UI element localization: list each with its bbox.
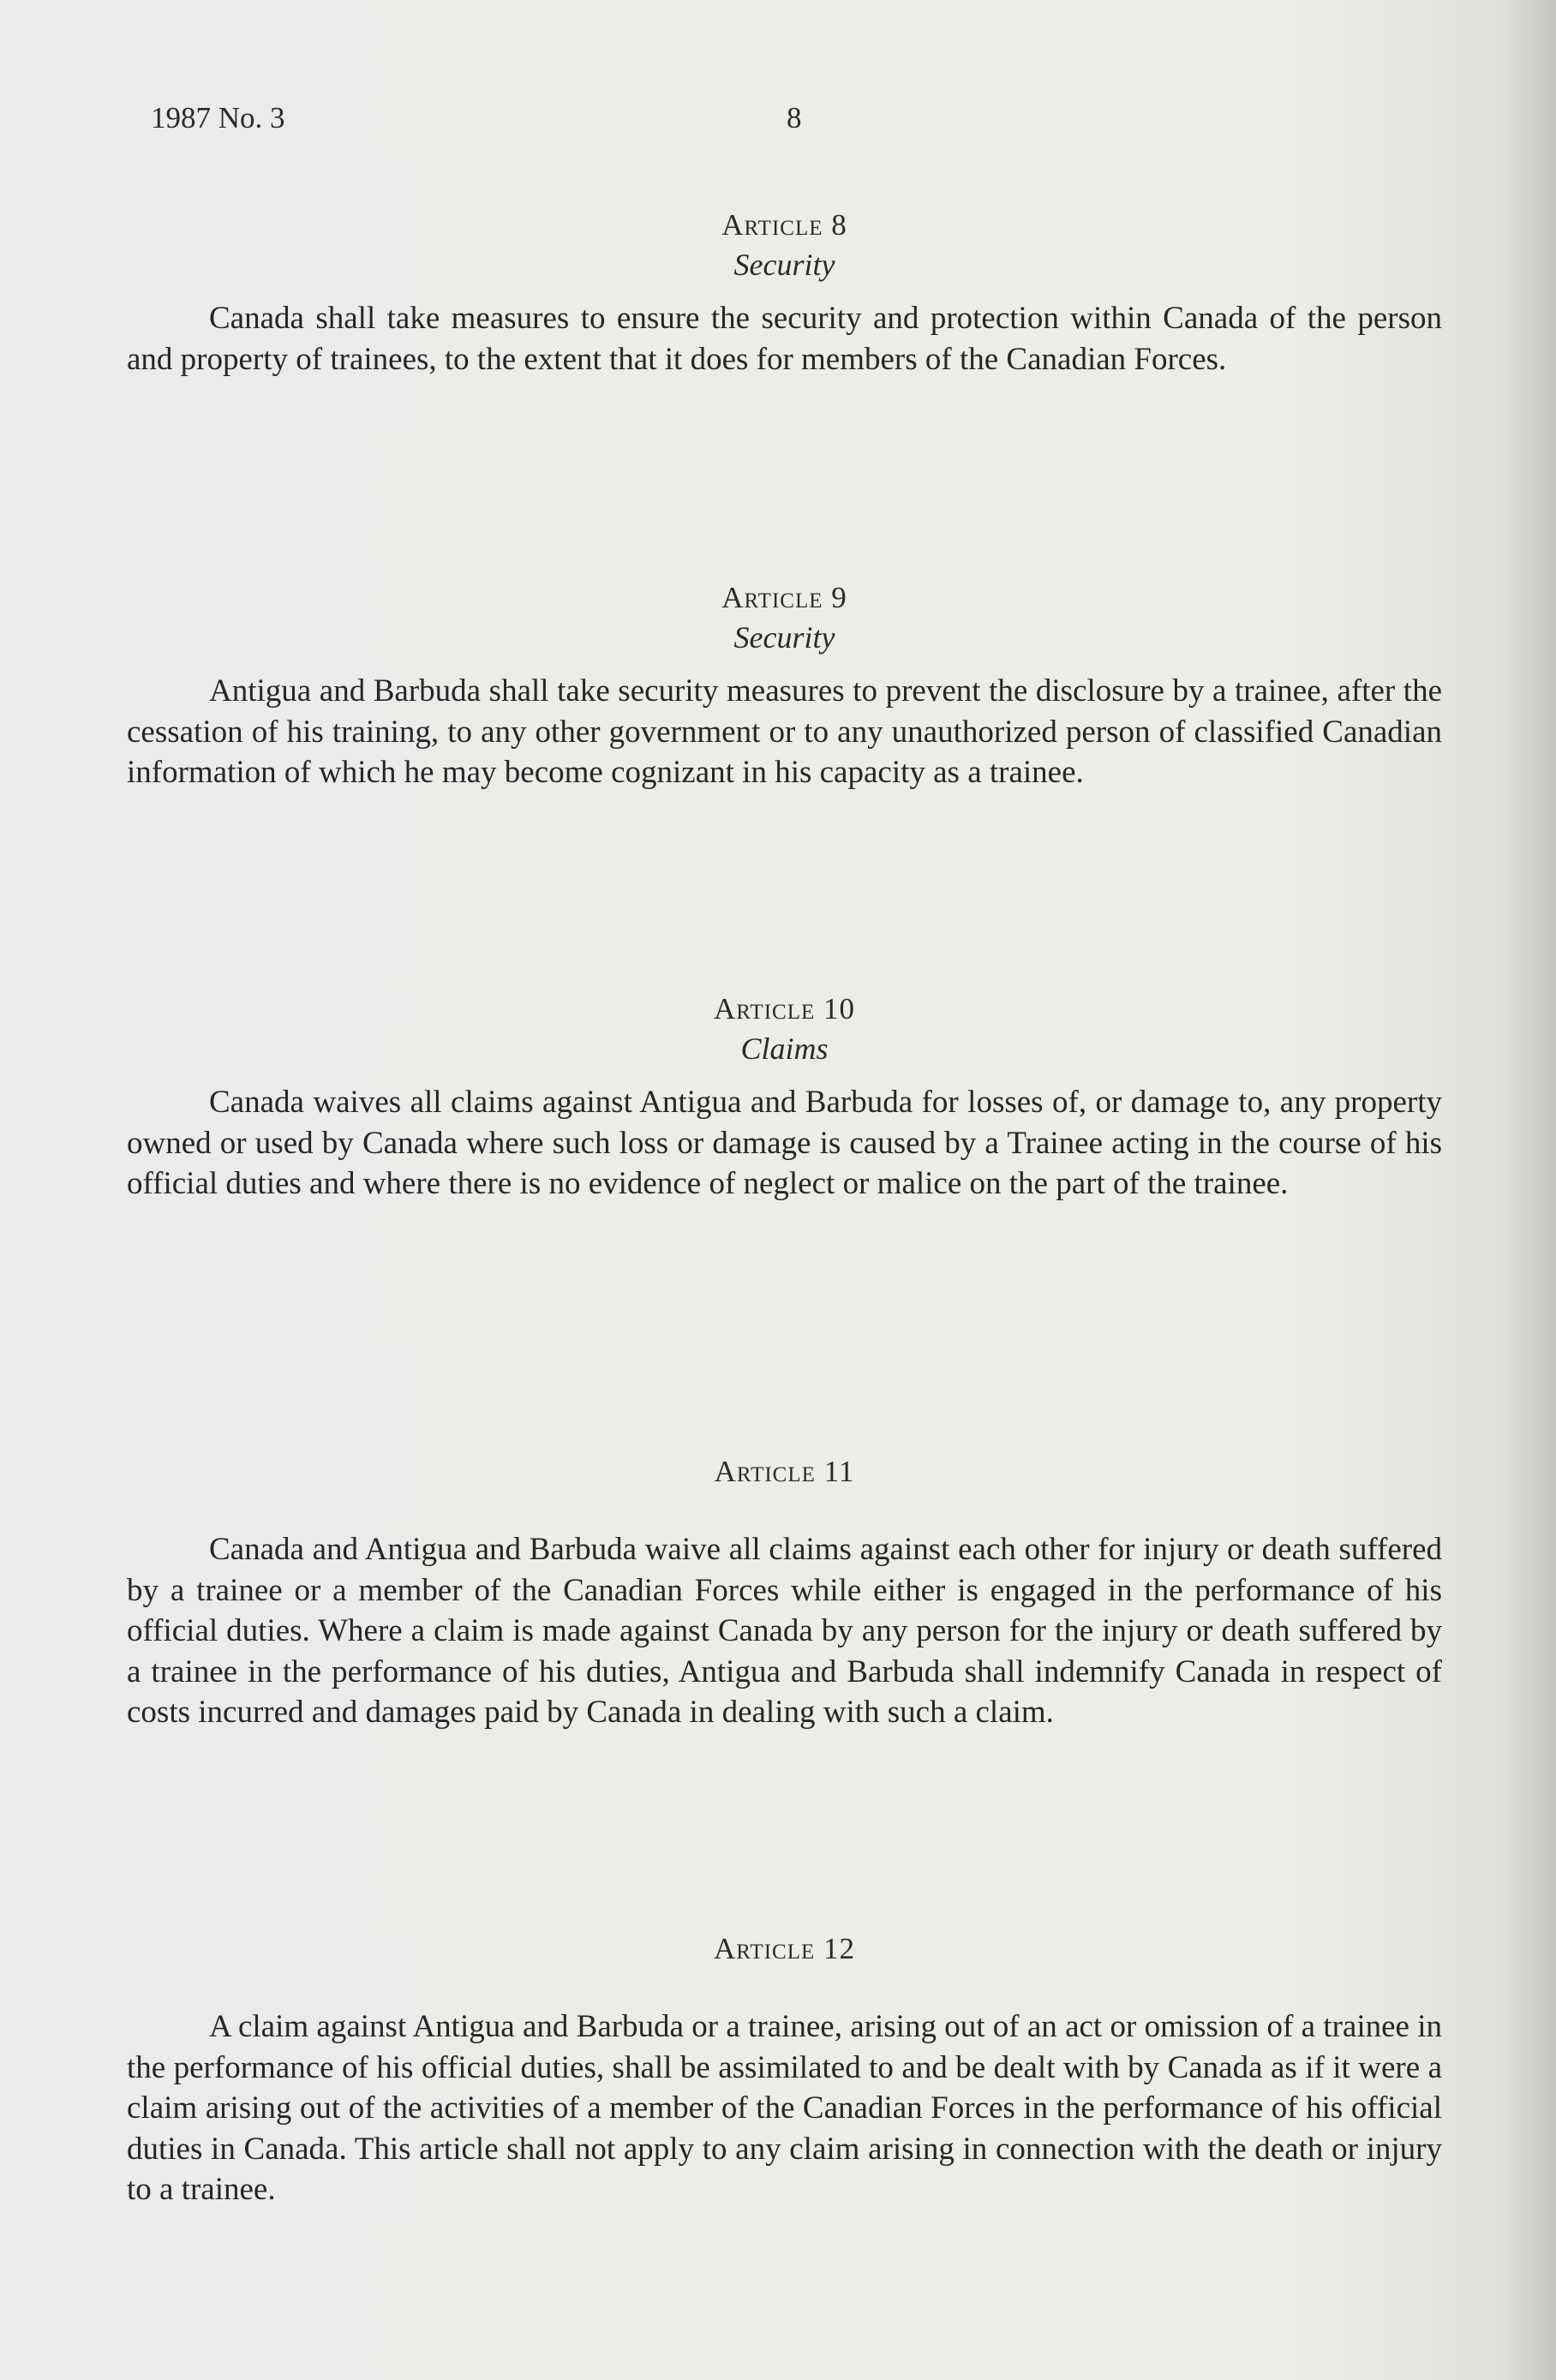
article-heading: Article 11: [714, 1455, 855, 1488]
article-heading: Article 12: [713, 1932, 855, 1965]
article-8: [127, 206, 1442, 380]
article-9: [127, 578, 1442, 793]
article-paragraph: Canada and Antigua and Barbuda waive all claims against each other for injury or death suffered by a trainee or a member of the Canadian Forces while either is engaged in the performance of his official duties. Where a claim is made against Canada by any person for the injury or death suffered by a trainee in the performance of his duties, Antigua and Barbuda shall indemnify Canada in respect of costs incurred and damages paid by Canada in dealing with such a claim.: [127, 1532, 1442, 1730]
article-10: [127, 990, 1442, 1205]
article-paragraph: Antigua and Barbuda shall take security measures to prevent the disclosure by a trainee, after the cessation of his training, to any other government or to any unauthorized person of classified Canadian information of which he may become cognizant in his capacity as a trainee.: [127, 673, 1442, 790]
article-12: [127, 1929, 1442, 2210]
article-heading: Article 8: [721, 208, 847, 242]
article-paragraph: A claim against Antigua and Barbuda or a trainee, arising out of an act or omission of a trainee in the performance of his official duties, shall be assimilated to and be dealt with by Canada as if it were a claim arising out of the activities of a member of the Canadian Forces in the performance of his official duties in Canada. This article shall not apply to any claim arising in connection with the death or injury to a trainee.: [127, 2009, 1442, 2207]
article-subheading: Security: [733, 620, 835, 655]
article-heading: Article 10: [713, 992, 855, 1026]
article-11: [127, 1452, 1442, 1733]
article-heading: Article 9: [721, 581, 847, 614]
article-subheading: Security: [733, 248, 835, 282]
year-and-number: 1987 No. 3: [151, 101, 285, 135]
page-number: 8: [787, 101, 802, 135]
page-header: [0, 101, 1556, 144]
page-edge-shadow: [1505, 0, 1556, 2380]
article-paragraph: Canada waives all claims against Antigua and Barbuda for losses of, or damage to, any property owned or used by Canada where such loss or damage is caused by a Trainee acting in the course of his official duties and where there is no evidence of neglect or malice on the part of the trainee.: [127, 1085, 1442, 1201]
article-subheading: Claims: [740, 1032, 829, 1066]
article-paragraph: Canada shall take measures to ensure the security and protection within Canada of the person and property of trainees, to the extent that it does for members of the Canadian Forces.: [127, 301, 1442, 377]
